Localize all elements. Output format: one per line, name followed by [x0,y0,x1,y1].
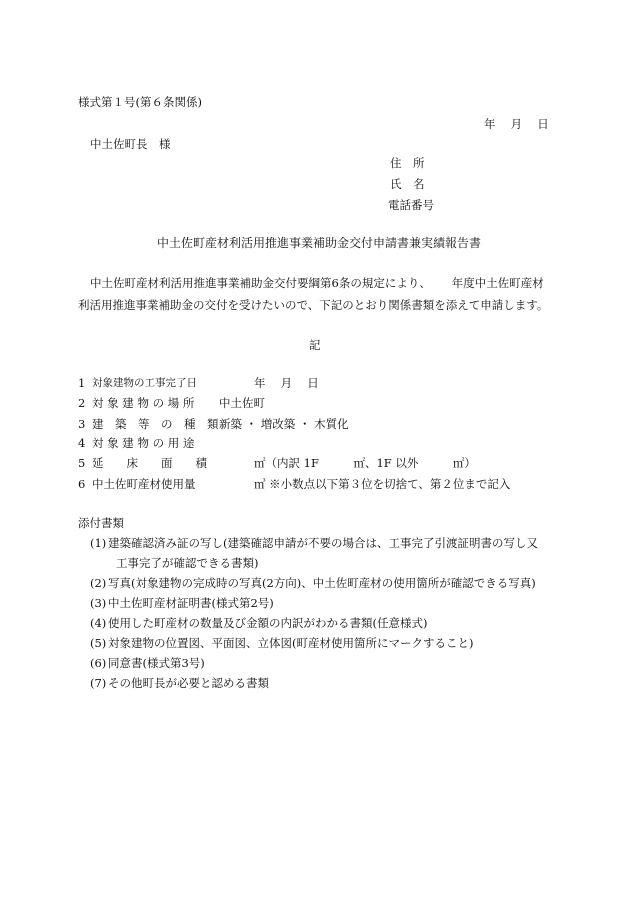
item-num: 2 [78,396,86,410]
form-number: 様式第１号(第６条関係) [78,95,202,109]
attachment-text: 対象建物の位置図、平面図、立体図(町産材使用箇所にマークすること) [108,636,474,650]
attachments-heading: 添付書類 [78,516,124,530]
attachment-num: (1) [90,536,107,550]
item-num: 5 [78,456,86,470]
attachment-text: その他町長が必要と認める書類 [108,676,269,690]
attachment-text-cont: 工事完了が確認できる書類) [116,556,259,570]
item-label: 中土佐町産材使用量 [92,477,196,491]
item-label: 建 築 等 の 種 類 [92,417,219,431]
item-num: 6 [78,477,86,491]
attachment-num: (2) [90,576,107,590]
item-label: 対 象 建 物 の 用 途 [92,436,195,450]
item-value: 年 月 日 [254,376,319,390]
name-label: 氏 名 [390,177,425,191]
phone-label: 電話番号 [388,198,434,212]
item-label: 対 象 建 物 の 場 所 [92,396,195,410]
item-value: ㎥ ※小数点以下第３位を切捨て、第２位まで記入 [254,477,511,491]
attachment-text: 同意書(様式第3号) [108,656,205,670]
attachment-text: 写真(対象建物の完成時の写真(2方向)、中土佐町産材の使用箇所が確認できる写真) [108,576,536,590]
attachment-text: 建築確認済み証の写し(建築確認申請が不要の場合は、工事完了引渡証明書の写し又 [108,536,538,550]
item-num: 4 [78,436,86,450]
attachment-num: (5) [90,636,107,650]
ki-heading: 記 [309,338,321,352]
item-num: 3 [78,417,86,431]
address-label: 住 所 [390,156,425,170]
item-value: 新築 ・ 増改築 ・ 木質化 [219,417,349,431]
body-line-2: 利活用推進事業補助金の交付を受けたいので、下記のとおり関係書類を添えて申請します。 [78,298,549,312]
item-value: ㎡（内訳 1F ㎡、1F 以外 ㎡） [254,456,476,470]
item-num: 1 [78,376,86,390]
document-title: 中土佐町産材利活用推進事業補助金交付申請書兼実績報告書 [157,236,482,250]
attachment-num: (6) [90,656,107,670]
item-value: 中土佐町 [219,396,265,410]
item-label: 延 床 面 積 [92,456,207,470]
body-line-1: 中土佐町産材利活用推進事業補助金交付要綱第6条の規定により、 年度中土佐町産材 [90,276,544,290]
attachment-num: (3) [90,596,107,610]
addressee: 中土佐町長 様 [90,137,171,151]
attachment-text: 中土佐町産材証明書(様式第2号) [108,596,274,610]
attachment-num: (7) [90,676,107,690]
item-label: 対象建物の工事完了日 [92,377,197,389]
attachment-text: 使用した町産材の数量及び金額の内訳がわかる書類(任意様式) [108,616,428,630]
attachment-num: (4) [90,616,107,630]
date-line: 年 月 日 [484,117,549,131]
